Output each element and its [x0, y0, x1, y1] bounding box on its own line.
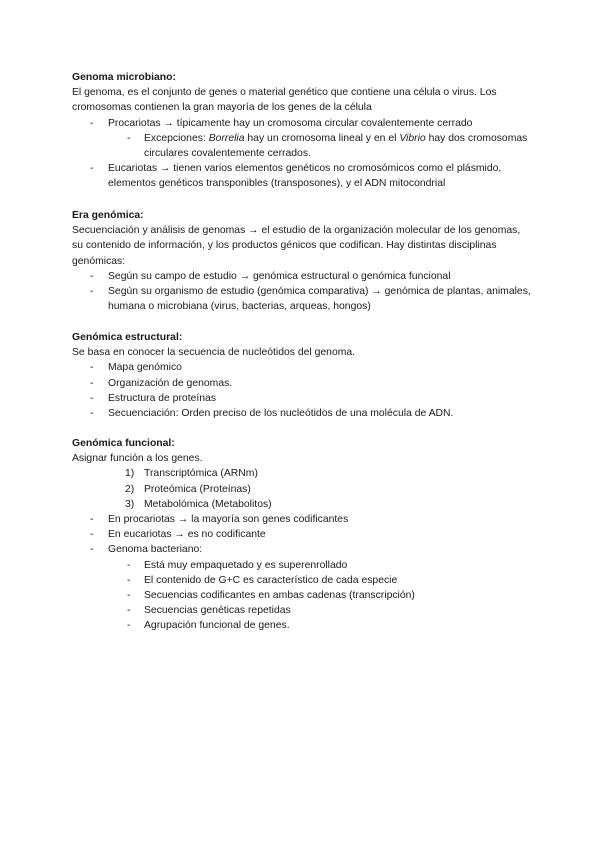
list-item-text: Secuencias codificantes en ambas cadenas (transcripción): [144, 590, 415, 602]
list-item-text: Proteómica (Proteínas): [144, 483, 251, 495]
list-item: [72, 618, 532, 633]
bullet-dash: -: [127, 605, 131, 617]
list-item: [72, 269, 532, 284]
list-item: [72, 161, 532, 191]
list-item-text: En procariotas → la mayoría son genes codificantes: [108, 514, 349, 526]
list-item-text: Secuenciación: Orden preciso de los nucleótidos de una molécula de ADN.: [108, 408, 454, 420]
numbered-item: [72, 466, 532, 481]
list-item-text: Genoma bacteriano:: [108, 544, 203, 556]
list-item: [72, 573, 532, 588]
section-genoma-microbiano: [72, 70, 532, 192]
bullet-dash: -: [90, 408, 94, 420]
bullet-dash: -: [127, 590, 131, 602]
italic-genus: Vibrio: [399, 132, 426, 144]
bullet-dash: -: [90, 514, 94, 526]
list-item: [72, 391, 532, 406]
list-item: [72, 360, 532, 375]
list-item-text: El contenido de G+C es característico de cada especie: [144, 574, 398, 586]
number-marker: 1): [125, 468, 135, 480]
bullet-dash: -: [90, 117, 94, 129]
list-item-text: Estructura de proteínas: [108, 392, 217, 404]
bullet-dash: -: [90, 392, 94, 404]
list-item-text: Eucariotas → tienen varios elementos genéticos no cromosómicos como el plásmido, elementos genéticos transponibles (transposones), y el ADN mitocondrial: [108, 163, 502, 190]
section-title: Era genómica:: [72, 210, 144, 221]
paragraph: Se basa en conocer la secuencia de nucleótidos del genoma.: [72, 347, 356, 359]
list-item-text: Según su campo de estudio → genómica estructural o genómica funcional: [108, 270, 451, 282]
bullet-dash: -: [90, 529, 94, 541]
list-item: [72, 406, 532, 421]
list-item-text: hay dos cromosomas circulares covalentemente cerrados.: [144, 132, 528, 160]
bullet-dash: -: [90, 362, 94, 374]
section-genomica-funcional: [72, 436, 532, 634]
section-genomica-estructural: [72, 330, 532, 421]
section-title: Genoma microbiano:: [72, 72, 176, 83]
paragraph: El genoma, es el conjunto de genes o material genético que contiene una célula o virus. Los cromosomas contienen la gran mayoría de los genes de la célula: [72, 87, 497, 114]
list-item-text: Transcriptómica (ARNm): [144, 468, 258, 480]
bullet-dash: -: [90, 286, 94, 298]
list-item-text: Procariotas → típicamente hay un cromosoma circular covalentemente cerrado: [108, 117, 473, 129]
paragraph: Secuenciación y análisis de genomas → el estudio de la organización molecular de los genomas, su contenido de información, y los productos génicos que codifican. Hay distintas disciplinas genómicas:: [72, 225, 521, 267]
bullet-dash: -: [127, 132, 131, 144]
numbered-item: [72, 482, 532, 497]
bullet-dash: -: [90, 544, 94, 556]
list-item-text: Mapa genómico: [108, 362, 182, 374]
list-item: [72, 284, 532, 314]
list-item: [72, 588, 532, 603]
list-item: [72, 116, 532, 131]
section-era-genomica: [72, 208, 532, 314]
list-item: [72, 376, 532, 391]
number-marker: 2): [125, 483, 135, 495]
list-item: [72, 527, 532, 542]
list-item-text: En eucariotas → es no codificante: [108, 529, 266, 541]
list-item: [72, 131, 532, 161]
list-item: [72, 558, 532, 573]
list-item: [72, 542, 532, 557]
bullet-dash: -: [127, 559, 131, 571]
bullet-dash: -: [127, 620, 131, 632]
list-item-text: Secuencias genéticas repetidas: [144, 605, 291, 617]
bullet-dash: -: [127, 574, 131, 586]
paragraph: Asignar función a los genes.: [72, 453, 203, 465]
bullet-dash: -: [90, 270, 94, 282]
bullet-dash: -: [90, 163, 94, 175]
bullet-dash: -: [90, 377, 94, 389]
italic-genus: Borrelia: [208, 132, 245, 144]
list-item-text: Metabolómica (Metabolitos): [144, 498, 272, 510]
list-item-text: Excepciones:: [144, 132, 209, 144]
section-title: Genómica funcional:: [72, 438, 175, 449]
number-marker: 3): [125, 498, 135, 510]
list-item-text: Organización de genomas.: [108, 377, 233, 389]
section-title: Genómica estructural:: [72, 332, 183, 343]
list-item-text: hay un cromosoma lineal y en el: [244, 132, 400, 144]
list-item: [72, 512, 532, 527]
list-item-text: Según su organismo de estudio (genómica comparativa) → genómica de plantas, animales, humana o microbiana (virus, bacterias, arqueas, hongos): [108, 286, 531, 313]
list-item-text: Agrupación funcional de genes.: [144, 620, 290, 632]
numbered-item: [72, 497, 532, 512]
list-item: [72, 603, 532, 618]
list-item-text: Está muy empaquetado y es superenrollado: [144, 559, 348, 571]
